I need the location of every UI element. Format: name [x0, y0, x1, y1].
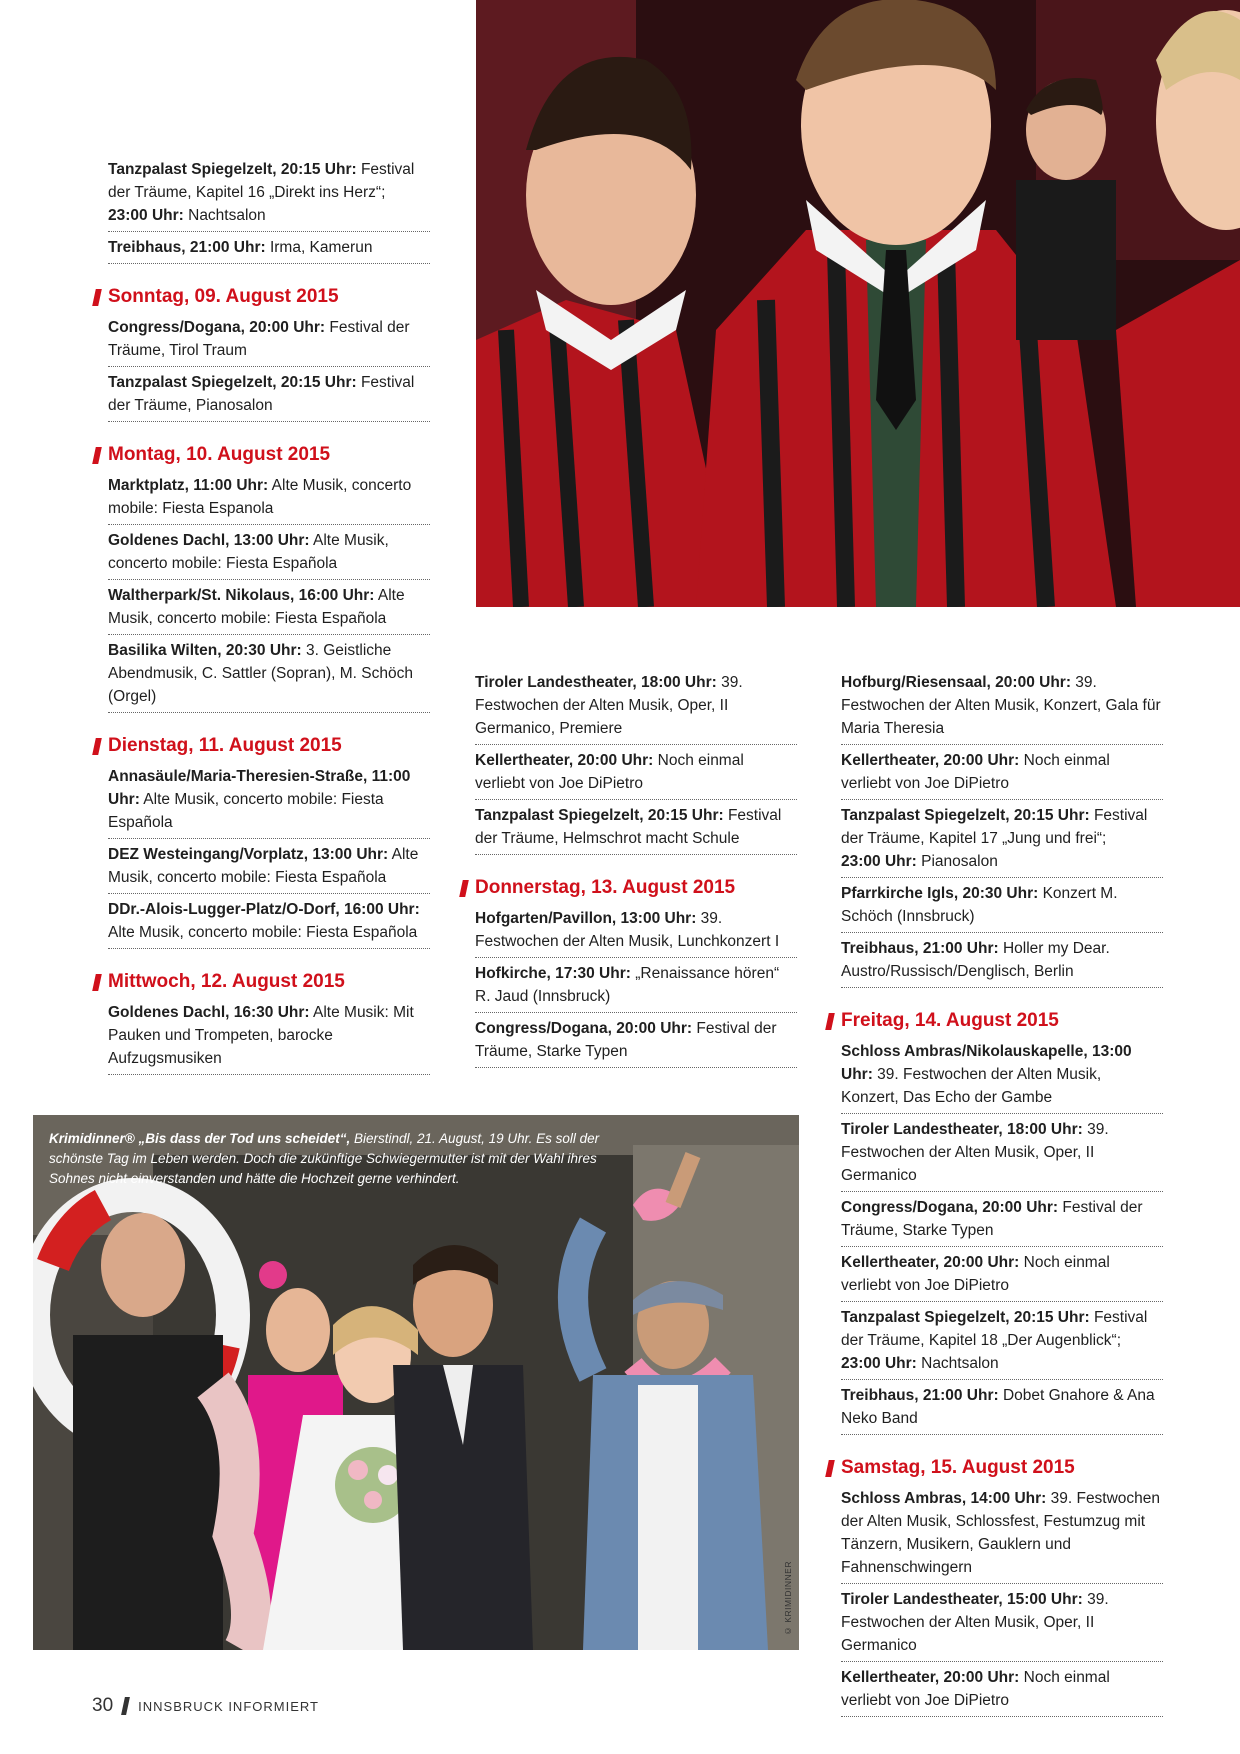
event-venue-time: Tanzpalast Spiegelzelt, 20:15 Uhr:	[108, 161, 357, 178]
event-venue-time: Tanzpalast Spiegelzelt, 20:15 Uhr:	[108, 374, 357, 391]
event-entry	[841, 878, 1163, 933]
event-description: 3. Geistliche Abendmusik, C. Sattler (Sopran), M. Schöch (Orgel)	[108, 642, 413, 705]
event-venue-time: Pfarrkirche Igls, 20:30 Uhr:	[841, 885, 1039, 902]
caption-title: Krimidinner® „Bis dass der Tod uns scheidet“,	[49, 1131, 351, 1146]
event-venue-time: Congress/Dogana, 20:00 Uhr:	[108, 319, 326, 336]
day-heading	[94, 971, 430, 993]
event-entry	[108, 997, 430, 1075]
day-label: Samstag, 15. August 2015	[841, 1457, 1075, 1478]
page-number: 30	[92, 1695, 114, 1716]
event-entry	[841, 1584, 1163, 1662]
event-entry	[841, 1380, 1163, 1435]
event-entry	[108, 232, 430, 264]
event-entry	[841, 1036, 1163, 1114]
event-description: „Renaissance hören“ R. Jaud (Innsbruck)	[475, 965, 780, 1005]
event-venue-time: Kellertheater, 20:00 Uhr:	[475, 752, 654, 769]
day-marker-icon	[92, 289, 102, 306]
event-description: Alte Musik, concerto mobile: Fiesta Española	[108, 532, 389, 572]
event-description: Noch einmal verliebt von Joe DiPietro	[841, 1254, 1110, 1294]
footer-slash-icon	[121, 1697, 130, 1715]
choir-boys-photo	[476, 0, 1240, 607]
event-entry	[841, 1302, 1163, 1380]
events-column-3	[827, 667, 1163, 1717]
event-venue-time: Schloss Ambras/Nikolauskapelle, 13:00 Uhr:	[841, 1043, 1132, 1083]
event-entry	[108, 154, 430, 232]
event-entry	[108, 367, 430, 422]
day-heading	[461, 877, 797, 899]
event-venue-time: Goldenes Dachl, 16:30 Uhr:	[108, 1004, 310, 1021]
event-entry	[841, 933, 1163, 988]
event-description: 39. Festwochen der Alten Musik, Oper, II Germanico	[841, 1121, 1109, 1184]
day-heading	[94, 286, 430, 308]
event-time-second: 23:00 Uhr:	[841, 1355, 917, 1372]
day-heading	[827, 1010, 1163, 1032]
event-description: 39. Festwochen der Alten Musik, Konzert, Das Echo der Gambe	[841, 1066, 1102, 1106]
event-description: 39. Festwochen der Alten Musik, Oper, II Germanico, Premiere	[475, 674, 743, 737]
day-label: Dienstag, 11. August 2015	[108, 735, 342, 756]
day-label: Donnerstag, 13. August 2015	[475, 877, 736, 898]
events-column-1	[94, 154, 430, 1075]
event-description: Festival der Träume, Kapitel 17 „Jung und frei“;	[841, 807, 1148, 847]
day-label: Montag, 10. August 2015	[108, 444, 331, 465]
choir-boys-illustration	[476, 0, 1240, 607]
event-description: Konzert M. Schöch (Innsbruck)	[841, 885, 1118, 925]
event-description-second: Nachtsalon	[183, 207, 266, 224]
event-venue-time: Tiroler Landestheater, 18:00 Uhr:	[475, 674, 717, 691]
event-description: Festival der Träume, Kapitel 16 „Direkt ins Herz“;	[108, 161, 415, 201]
wedding-scene-illustration	[33, 1115, 799, 1650]
event-venue-time: Annasäule/Maria-Theresien-Straße, 11:00 Uhr:	[108, 768, 411, 808]
event-venue-time: Schloss Ambras, 14:00 Uhr:	[841, 1490, 1047, 1507]
event-description: Alte Musik: Mit Pauken und Trompeten, barocke Aufzugsmusiken	[108, 1004, 414, 1067]
event-venue-time: Tanzpalast Spiegelzelt, 20:15 Uhr:	[841, 1309, 1090, 1326]
event-venue-time: Tiroler Landestheater, 18:00 Uhr:	[841, 1121, 1083, 1138]
event-description: Festival der Träume, Starke Typen	[475, 1020, 777, 1060]
event-description: Alte Musik, concerto mobile: Fiesta Española	[108, 924, 418, 941]
event-entry	[841, 667, 1163, 745]
events-column-2	[461, 667, 797, 1068]
event-description: Festival der Träume, Pianosalon	[108, 374, 415, 414]
event-venue-time: Hofgarten/Pavillon, 13:00 Uhr:	[475, 910, 697, 927]
event-entry	[108, 635, 430, 713]
event-venue-time: Goldenes Dachl, 13:00 Uhr:	[108, 532, 310, 549]
day-marker-icon	[92, 738, 102, 755]
publication-name: INNSBRUCK INFORMIERT	[138, 1698, 319, 1714]
event-description: Dobet Gnahore & Ana Neko Band	[841, 1387, 1155, 1427]
day-marker-icon	[92, 974, 102, 991]
event-venue-time: Tanzpalast Spiegelzelt, 20:15 Uhr:	[841, 807, 1090, 824]
event-venue-time: Tiroler Landestheater, 15:00 Uhr:	[841, 1591, 1083, 1608]
event-venue-time: Congress/Dogana, 20:00 Uhr:	[841, 1199, 1059, 1216]
day-marker-icon	[92, 447, 102, 464]
day-label: Mittwoch, 12. August 2015	[108, 971, 345, 992]
event-entry	[475, 958, 797, 1013]
event-venue-time: Kellertheater, 20:00 Uhr:	[841, 752, 1020, 769]
krimidinner-photo	[33, 1115, 799, 1650]
event-description: Noch einmal verliebt von Joe DiPietro	[475, 752, 744, 792]
photo-credit: © KRIMIDINNER	[783, 1560, 793, 1636]
event-entry	[108, 470, 430, 525]
day-label: Sonntag, 09. August 2015	[108, 286, 339, 307]
event-description-second: Nachtsalon	[916, 1355, 999, 1372]
event-venue-time: Marktplatz, 11:00 Uhr:	[108, 477, 269, 494]
event-entry	[841, 1114, 1163, 1192]
event-description: 39. Festwochen der Alten Musik, Lunchkonzert I	[475, 910, 780, 950]
event-venue-time: Kellertheater, 20:00 Uhr:	[841, 1254, 1020, 1271]
event-entry	[841, 1247, 1163, 1302]
event-entry	[841, 1483, 1163, 1584]
event-venue-time: Basilika Wilten, 20:30 Uhr:	[108, 642, 302, 659]
event-entry	[475, 1013, 797, 1068]
event-description: 39. Festwochen der Alten Musik, Oper, II Germanico	[841, 1591, 1109, 1654]
day-marker-icon	[825, 1460, 835, 1477]
page-footer	[92, 1695, 319, 1717]
event-description: Alte Musik, concerto mobile: Fiesta Española	[108, 587, 405, 627]
event-venue-time: Congress/Dogana, 20:00 Uhr:	[475, 1020, 693, 1037]
event-description: Holler my Dear. Austro/Russisch/Denglisch, Berlin	[841, 940, 1110, 980]
caption-text: Bierstindl, 21. August, 19 Uhr. Es soll der schönste Tag im Leben werden. Doch die zukünftige Schwiegermutter ist mit der Wahl ihres Sohnes nicht einverstanden und hätte die Hochzeit gerne verhindert.	[49, 1131, 600, 1186]
event-venue-time: Treibhaus, 21:00 Uhr:	[841, 1387, 999, 1404]
event-venue-time: Treibhaus, 21:00 Uhr:	[108, 239, 266, 256]
event-entry	[475, 903, 797, 958]
event-entry	[475, 800, 797, 855]
event-entry	[108, 525, 430, 580]
event-entry	[108, 312, 430, 367]
event-entry	[475, 745, 797, 800]
day-marker-icon	[459, 880, 469, 897]
event-venue-time: Waltherpark/St. Nikolaus, 16:00 Uhr:	[108, 587, 375, 604]
event-description: 39. Festwochen der Alten Musik, Konzert, Gala für Maria Theresia	[841, 674, 1161, 737]
event-description: Festival der Träume, Starke Typen	[841, 1199, 1143, 1239]
event-entry	[108, 580, 430, 635]
day-heading	[827, 1457, 1163, 1479]
event-description: Alte Musik, concerto mobile: Fiesta Española	[108, 846, 419, 886]
photo-caption	[49, 1129, 609, 1189]
day-label: Freitag, 14. August 2015	[841, 1010, 1059, 1031]
event-venue-time: Hofburg/Riesensaal, 20:00 Uhr:	[841, 674, 1071, 691]
event-entry	[841, 800, 1163, 878]
event-description: Festival der Träume, Kapitel 18 „Der Augenblick“;	[841, 1309, 1148, 1349]
event-entry	[108, 839, 430, 894]
event-entry	[108, 761, 430, 839]
event-description-second: Pianosalon	[916, 853, 998, 870]
event-venue-time: Hofkirche, 17:30 Uhr:	[475, 965, 631, 982]
event-description: Alte Musik, concerto mobile: Fiesta Española	[108, 791, 384, 831]
event-description: Noch einmal verliebt von Joe DiPietro	[841, 752, 1110, 792]
event-entry	[475, 667, 797, 745]
event-entry	[841, 745, 1163, 800]
day-marker-icon	[825, 1013, 835, 1030]
event-entry	[108, 894, 430, 949]
event-venue-time: DEZ Westeingang/Vorplatz, 13:00 Uhr:	[108, 846, 389, 863]
event-venue-time: DDr.-Alois-Lugger-Platz/O-Dorf, 16:00 Uhr:	[108, 901, 420, 918]
event-description: Festival der Träume, Tirol Traum	[108, 319, 410, 359]
event-venue-time: Kellertheater, 20:00 Uhr:	[841, 1669, 1020, 1686]
day-heading	[94, 444, 430, 466]
event-time-second: 23:00 Uhr:	[108, 207, 184, 224]
event-description: Festival der Träume, Helmschrot macht Schule	[475, 807, 782, 847]
day-heading	[94, 735, 430, 757]
event-entry	[841, 1662, 1163, 1717]
event-description: Alte Musik, concerto mobile: Fiesta Espanola	[108, 477, 412, 517]
event-description: Noch einmal verliebt von Joe DiPietro	[841, 1669, 1110, 1709]
event-entry	[841, 1192, 1163, 1247]
event-description: 39. Festwochen der Alten Musik, Schlossfest, Festumzug mit Tänzern, Musikern, Gauklern und Fahnenschwingern	[841, 1490, 1161, 1576]
event-venue-time: Tanzpalast Spiegelzelt, 20:15 Uhr:	[475, 807, 724, 824]
event-description: Irma, Kamerun	[265, 239, 373, 256]
event-venue-time: Treibhaus, 21:00 Uhr:	[841, 940, 999, 957]
event-time-second: 23:00 Uhr:	[841, 853, 917, 870]
